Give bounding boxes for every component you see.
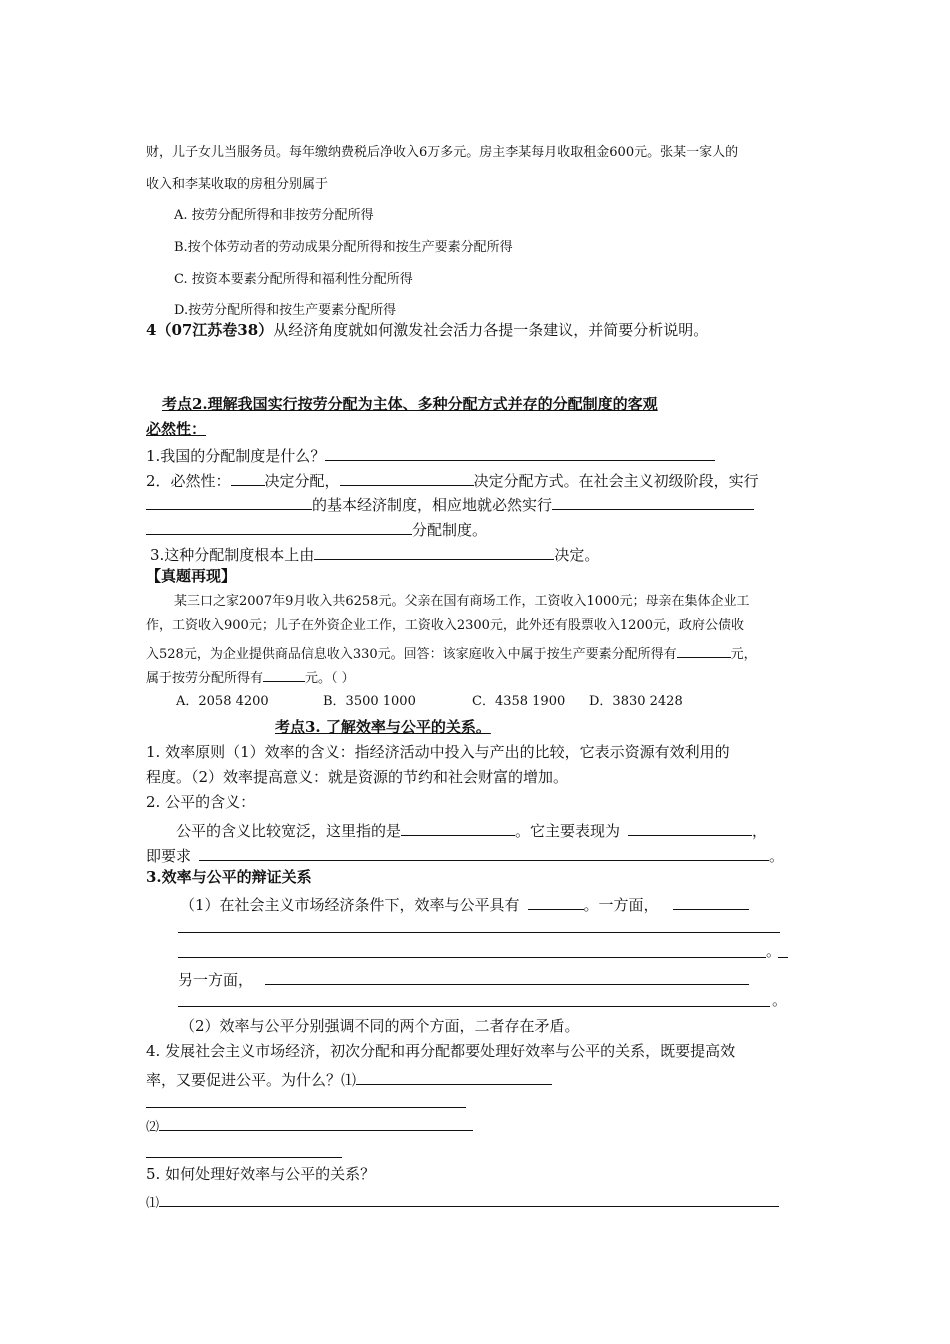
intro-line-1: 财，儿子女儿当服务员。每年缴纳费税后净收入6万多元。房主李某每月收取租金600元。张某一家人的 <box>146 145 739 160</box>
kaodian-3-item-2-line-2 <box>146 845 784 864</box>
answer-blank[interactable] <box>263 668 305 682</box>
answer-line[interactable] <box>146 1107 466 1108</box>
answer-blank[interactable] <box>231 470 265 486</box>
answer-blank[interactable] <box>677 644 731 658</box>
zhenti-line-3 <box>146 644 757 661</box>
item-1-text: 1.我国的分配制度是什么？ <box>146 447 326 465</box>
answer-blank[interactable] <box>159 1117 473 1131</box>
question-4-source: （07江苏卷38） <box>156 321 274 339</box>
answer-blank[interactable] <box>356 1069 552 1085</box>
item-3-1-text: （1）在社会主义市场经济条件下，效率与公平具有 <box>180 896 520 914</box>
kaodian-2-item-2-line-2 <box>146 494 754 513</box>
item-2-text-a: 公平的含义比较宽泛，这里指的是 <box>176 822 402 840</box>
period-mark: 。 <box>772 991 788 1009</box>
kaodian-3-title: 考点3. 了解效率与公平的关系。 <box>275 718 491 736</box>
option-d: D.按劳分配所得和按生产要素分配所得 <box>174 303 397 318</box>
kaodian-3-item-3-other <box>178 969 749 988</box>
kaodian-3-item-2-line <box>176 820 767 839</box>
item-3-text-a: 3.这种分配制度根本上由 <box>150 546 315 564</box>
kaodian-3-item-4-cont <box>146 1069 552 1088</box>
item-2-text-b: 。它主要表现为 <box>515 822 621 840</box>
zhenti-line-2: 作，工资收入900元；儿子在外资企业工作，工资收入2300元，此外还有股票收入1200元，政府公债收 <box>146 618 744 633</box>
kaodian-3-item-1-cont: 程度。（2）效率提高意义：就是资源的节约和社会财富的增加。 <box>146 768 569 786</box>
kaodian-3-item-4-p2 <box>146 1117 473 1134</box>
kaodian-3-item-5: 5. 如何处理好效率与公平的关系？ <box>146 1165 376 1183</box>
answer-blank[interactable] <box>159 1193 779 1207</box>
option-b: B.按个体劳动者的劳动成果分配所得和按生产要素分配所得 <box>174 240 513 255</box>
item-3-other-text: 另一方面， <box>178 971 254 989</box>
zhenti-line-3-text: 入528元，为企业提供商品信息收入330元。回答：该家庭收入中属于按生产要素分配所得有 <box>146 647 677 662</box>
intro-line-2: 收入和李某收取的房租分别属于 <box>146 177 329 192</box>
answer-blank[interactable] <box>199 845 769 861</box>
item-5-p1-label: ⑴ <box>146 1196 160 1211</box>
zhenti-title: 【真题再现】 <box>146 567 237 585</box>
period-mark: 。 <box>766 942 782 960</box>
item-2-text-b: 决定分配， <box>264 472 340 490</box>
option-a: A. 按劳分配所得和非按劳分配所得 <box>174 208 374 223</box>
item-4-text: 率，又要促进公平。为什么？⑴ <box>146 1071 357 1089</box>
answer-blank[interactable] <box>314 544 554 560</box>
answer-line[interactable] <box>178 957 766 958</box>
answer-blank[interactable] <box>146 519 412 535</box>
answer-line[interactable] <box>178 932 780 933</box>
item-2-text-d: 的基本经济制度，相应地就必然实行 <box>312 496 553 514</box>
answer-blank[interactable] <box>628 820 752 836</box>
zhenti-option-b: B．3500 1000 <box>323 694 416 709</box>
answer-blank[interactable] <box>325 445 715 461</box>
item-4-p2-label: ⑵ <box>146 1120 160 1135</box>
kaodian-2-item-2-line-3 <box>146 519 487 538</box>
kaodian-2-item-3 <box>150 544 599 563</box>
kaodian-3-item-1: 1. 效率原则（1）效率的含义：指经济活动中投入与产出的比较，它表示资源有效利用的 <box>146 743 730 761</box>
kaodian-3-item-4: 4. 发展社会主义市场经济，初次分配和再分配都要处理好效率与公平的关系，既要提高效 <box>146 1042 736 1060</box>
kaodian-2-title: 考点2.理解我国实行按劳分配为主体、多种分配方式并存的分配制度的客观 <box>162 395 658 413</box>
answer-blank[interactable] <box>528 894 584 910</box>
question-4 <box>146 323 708 338</box>
item-2-text-d: 即要求 <box>146 847 192 865</box>
item-2-comma: ， <box>752 822 768 840</box>
answer-blank[interactable] <box>401 820 515 836</box>
zhenti-line-3-unit: 元， <box>730 647 757 662</box>
zhenti-option-a: A．2058 4200 <box>176 694 269 709</box>
kaodian-3-item-3: 3.效率与公平的辩证关系 <box>146 868 312 886</box>
zhenti-option-d: D．3830 2428 <box>589 694 683 709</box>
option-c: C. 按资本要素分配所得和福利性分配所得 <box>174 272 413 287</box>
zhenti-line-4 <box>146 668 355 685</box>
kaodian-2-item-2 <box>146 470 759 489</box>
kaodian-2-title-cont: 必然性： <box>146 420 207 438</box>
item-3-text-b: 决定。 <box>554 546 600 564</box>
question-4-text: 从经济角度就如何激发社会活力各提一条建议，并简要分析说明。 <box>273 321 709 339</box>
item-2-period: 。 <box>769 847 785 865</box>
item-2-text-e: 分配制度。 <box>412 521 488 539</box>
kaodian-3-item-2: 2. 公平的含义： <box>146 793 256 811</box>
zhenti-line-4-text: 属于按劳分配所得有 <box>146 671 264 686</box>
answer-blank[interactable] <box>673 894 749 910</box>
zhenti-option-c: C．4358 1900 <box>472 694 566 709</box>
answer-blank[interactable] <box>340 470 474 486</box>
item-3-1-text-b: 。一方面， <box>583 896 659 914</box>
item-2-label: 2．必然性： <box>146 472 231 490</box>
kaodian-3-item-5-p1 <box>146 1193 779 1210</box>
answer-blank[interactable] <box>552 494 754 510</box>
answer-line[interactable] <box>146 1157 342 1158</box>
question-4-number: 4 <box>146 321 157 339</box>
item-2-text-c: 决定分配方式。在社会主义初级阶段，实行 <box>473 472 759 490</box>
kaodian-3-item-3-1 <box>180 894 749 913</box>
kaodian-3-item-3-2: （2）效率与公平分别强调不同的两个方面，二者存在矛盾。 <box>180 1017 580 1035</box>
answer-line[interactable] <box>178 1006 770 1007</box>
answer-line-tail <box>778 957 788 958</box>
answer-blank[interactable] <box>146 494 312 510</box>
zhenti-line-1: 某三口之家2007年9月收入共6258元。父亲在国有商场工作，工资收入1000元；母亲在集体企业工 <box>174 594 750 609</box>
kaodian-2-item-1 <box>146 445 715 464</box>
zhenti-line-4-unit: 元。（ ） <box>305 671 355 686</box>
answer-blank[interactable] <box>265 969 749 985</box>
